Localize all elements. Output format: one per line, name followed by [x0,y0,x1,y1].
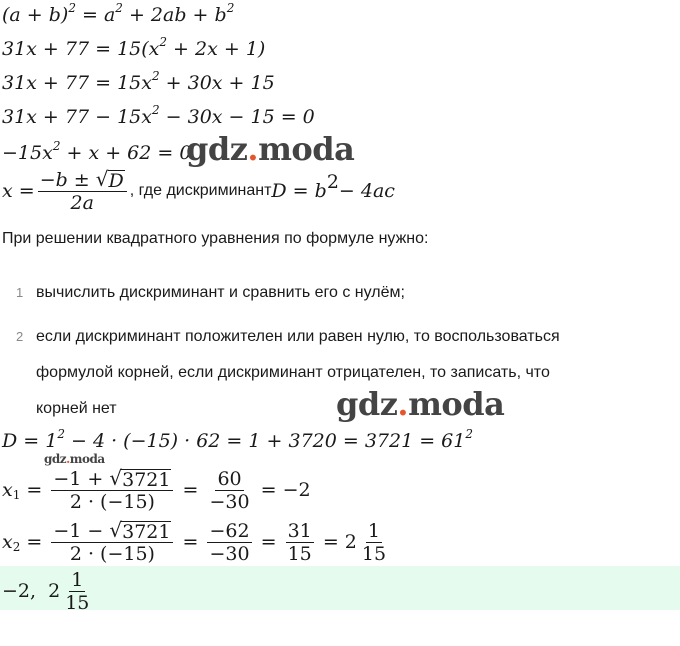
list-item-number: 2 [16,329,24,344]
identity-square-of-sum: $(a + b)^2 = a^2 + 2ab + b^2$ [2,1,235,26]
list-item-text: если дискриминант положителен или равен нулю, то воспользоваться [36,328,560,345]
answer-value: −2, 2 $\frac{1}{15}$ [2,568,90,614]
equation-step-1: $31x + 77 = 15(x^2 + 2x + 1)$ [2,35,266,60]
watermark-logo: gdz.moda [186,130,355,168]
equation-step-4: $-15x^2 + x + 62 = 0$ [2,139,192,164]
root-1: x $_1$ = −1 + √ 3721 2 · (−15) = $\frac{60}{-30}$ = −2 [2,466,311,513]
equation-step-2: $31x + 77 = 15x^2 + 30x + 15$ [2,69,275,94]
list-item-text: вычислить дискриминант и сравнить его с нулём; [36,284,405,301]
list-item-number: 1 [16,285,24,300]
discriminant-calculation: $D = 1^2 - 4 \cdot (-15) \cdot 62 = 1 + 3720 = 3721 = 61^2$ [2,427,474,452]
formula-fraction: −b ± √ D 2a [38,168,127,214]
root-2: x $_2$ = −1 − √ 3721 2 · (−15) = $\frac{-62}{-30}$ = $\frac{31}{15}$ = 2 $\frac{1}{15}$ [2,518,387,565]
watermark-logo: gdz.moda [44,452,105,466]
list-item-text: корней нет [36,400,117,417]
list-item-text: формулой корней, если дискриминант отрицателен, то записать, что [36,364,550,381]
watermark-logo: gdz.moda [336,385,505,423]
equation-step-3: $31x + 77 - 15x^2 - 30x - 15 = 0$ [2,103,315,128]
list-item [0,276,680,310]
intro-text: При решении квадратного уравнения по формуле нужно: [2,230,429,247]
answer-box [0,566,680,614]
quadratic-root-formula: x = −b ± √ D 2a , где дискриминант D = b $^2$ − 4ac [2,167,395,214]
